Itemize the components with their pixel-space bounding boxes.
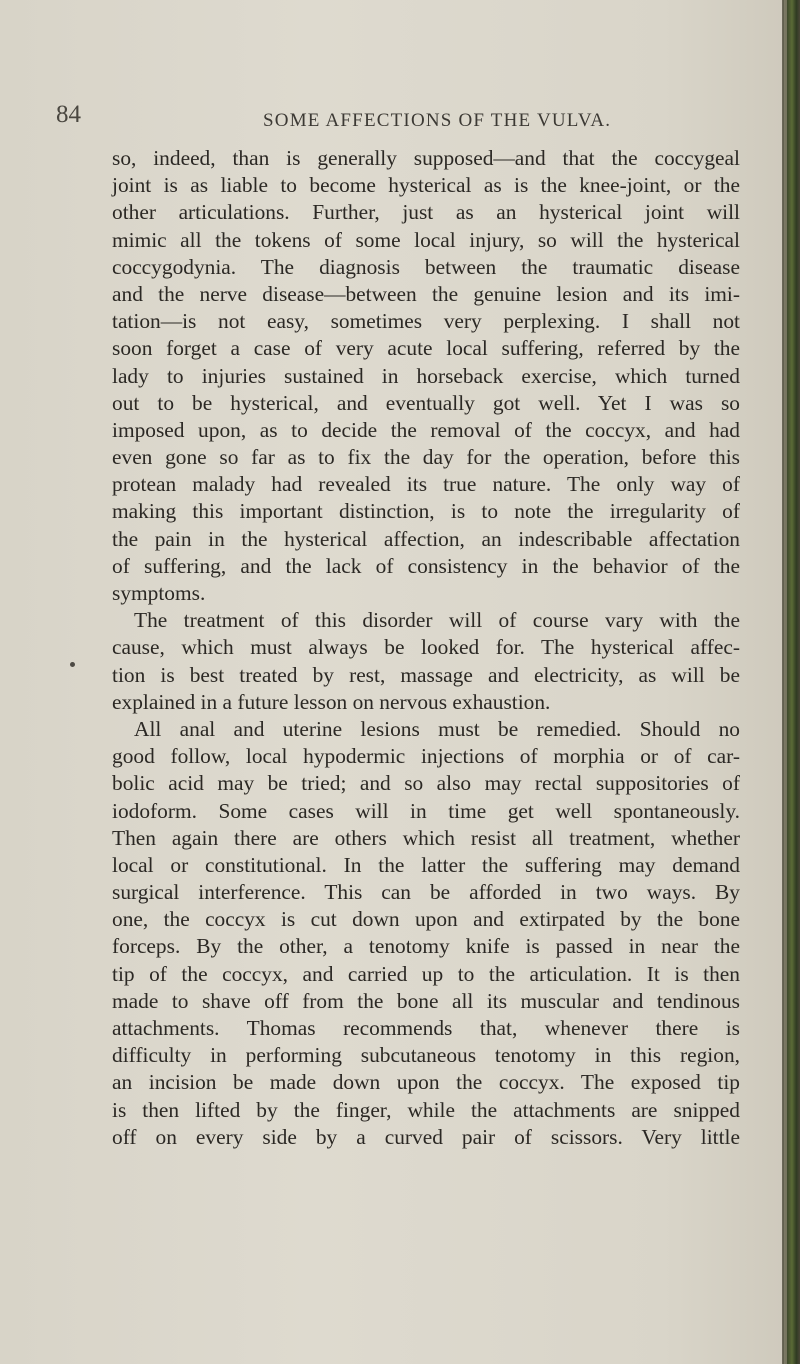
text-line: soon forget a case of very acute local suffering, referred by the: [112, 336, 740, 361]
text-line: tip of the coccyx, and carried up to the articulation. It is then: [112, 961, 740, 986]
text-line: coccygodynia. The diagnosis between the traumatic disease: [112, 254, 740, 279]
text-line: bolic acid may be tried; and so also may rectal suppositories of: [112, 771, 740, 796]
running-head: SOME AFFECTIONS OF THE VULVA.: [263, 110, 612, 131]
text-line: so, indeed, than is generally supposed—and that the coccygeal: [112, 146, 740, 170]
text-line: lady to injuries sustained in horseback exercise, which turned: [112, 363, 740, 388]
text-line: explained in a future lesson on nervous exhaustion.: [112, 689, 551, 714]
text-line: surgical interference. This can be afforded in two ways. By: [112, 880, 740, 905]
text-line: protean malady had revealed its true nature. The only way of: [112, 472, 740, 497]
text-line: forceps. By the other, a tenotomy knife is passed in near the: [112, 934, 740, 959]
text-line: of suffering, and the lack of consistency in the behavior of the: [112, 553, 740, 578]
text-line: attachments. Thomas recommends that, whenever there is: [112, 1016, 740, 1040]
text-line: an incision be made down upon the coccyx. The exposed tip: [112, 1070, 740, 1095]
text-line: joint is as liable to become hysterical as is the knee-joint, or the: [112, 173, 740, 198]
page-number: 84: [56, 101, 81, 128]
page-speck: [70, 662, 75, 667]
text-line: good follow, local hypodermic injections of morphia or of car-: [112, 744, 740, 769]
text-line: other articulations. Further, just as an hysterical joint will: [112, 200, 740, 225]
text-line: All anal and uterine lesions must be remedied. Should no: [134, 716, 740, 741]
text-line: making this important distinction, is to note the irregularity of: [112, 499, 740, 524]
text-line: The treatment of this disorder will of course vary with the: [134, 608, 740, 633]
text-line: the pain in the hysterical affection, an indescribable affectation: [112, 526, 740, 551]
text-line: even gone so far as to fix the day for the operation, before this: [112, 445, 740, 470]
text-line: one, the coccyx is cut down upon and extirpated by the bone: [112, 907, 740, 932]
book-binding-edge: [782, 0, 800, 1364]
text-line: difficulty in performing subcutaneous tenotomy in this region,: [112, 1043, 740, 1068]
text-line: is then lifted by the finger, while the attachments are snipped: [112, 1097, 740, 1122]
body-text: [112, 145, 740, 1151]
text-line: iodoform. Some cases will in time get well spontaneously.: [112, 798, 740, 823]
text-line: local or constitutional. In the latter the suffering may demand: [112, 852, 740, 877]
text-line: tation—is not easy, sometimes very perplexing. I shall not: [112, 309, 740, 334]
text-line: imposed upon, as to decide the removal of the coccyx, and had: [112, 417, 740, 442]
text-line: symptoms.: [112, 581, 206, 605]
text-line: Then again there are others which resist all treatment, whether: [112, 825, 740, 850]
text-line: out to be hysterical, and eventually got well. Yet I was so: [112, 390, 740, 415]
text-line: mimic all the tokens of some local injury, so will the hysterical: [112, 227, 740, 252]
text-line: cause, which must always be looked for. The hysterical affec-: [112, 635, 740, 660]
text-line: off on every side by a curved pair of scissors. Very little: [112, 1124, 740, 1149]
page-header: [0, 100, 782, 134]
text-line: and the nerve disease—between the genuine lesion and its imi-: [112, 281, 740, 306]
text-line: tion is best treated by rest, massage and electricity, as will be: [112, 662, 740, 687]
text-line: made to shave off from the bone all its muscular and tendinous: [112, 988, 740, 1013]
